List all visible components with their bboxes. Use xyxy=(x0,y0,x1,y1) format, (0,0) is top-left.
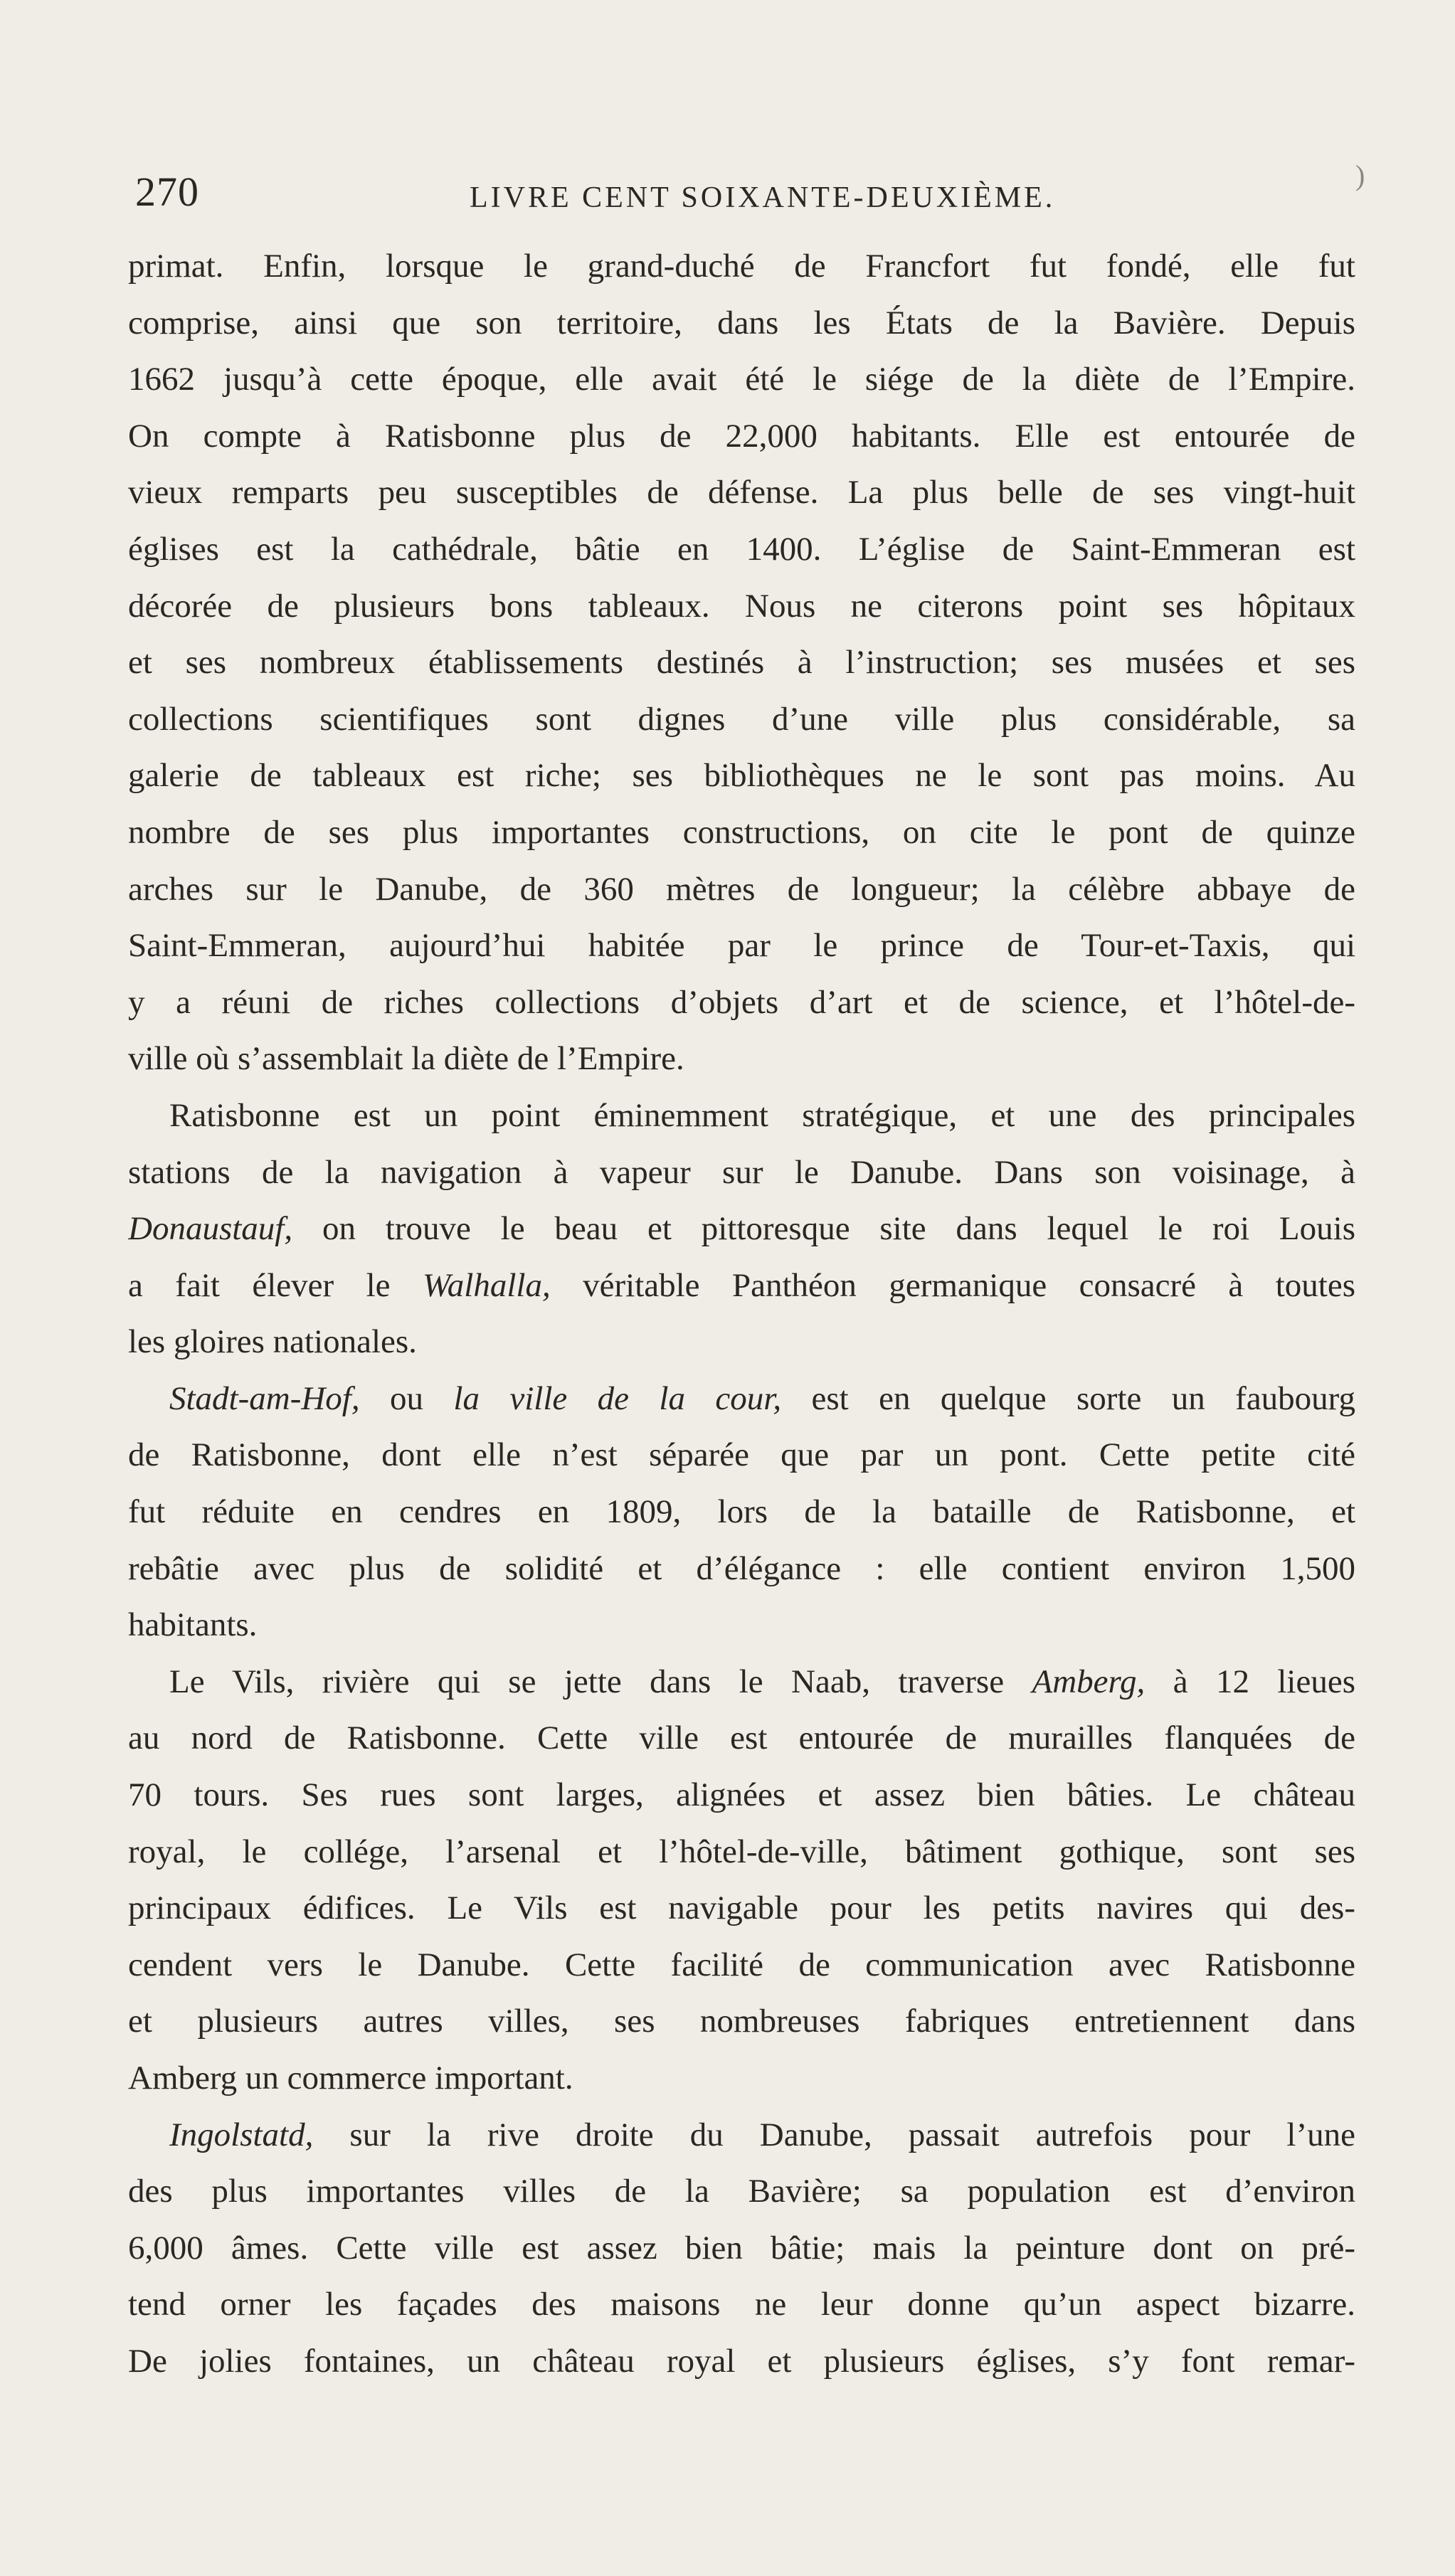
text-line: habitants. xyxy=(128,1606,258,1644)
text-line: arches sur le Danube, de 360 mètres de longueur; la célèbre abbaye de xyxy=(128,870,1355,908)
text-line: stations de la navigation à vapeur sur le Danube. Dans son voisinage, à xyxy=(128,1153,1355,1191)
text-line: rebâtie avec plus de solidité et d’élégance : elle contient environ 1,500 xyxy=(128,1549,1355,1587)
text-line: les gloires nationales. xyxy=(128,1323,417,1361)
text-line: au nord de Ratisbonne. Cette ville est entourée de murailles flanquées de xyxy=(128,1719,1355,1757)
text-line: Ratisbonne est un point éminemment stratégique, et une des principales xyxy=(169,1096,1355,1134)
text-line: ville où s’assemblait la diète de l’Empire. xyxy=(128,1040,684,1078)
text-line: royal, le collége, l’arsenal et l’hôtel-de-ville, bâtiment gothique, sont ses xyxy=(128,1833,1355,1870)
text-line: tend orner les façades des maisons ne leur donne qu’un aspect bizarre. xyxy=(128,2286,1355,2323)
page-header xyxy=(128,164,1370,221)
text-line: Le Vils, rivière qui se jette dans le Naab, traverse Amberg, à 12 lieues xyxy=(169,1663,1355,1700)
text-line: et plusieurs autres villes, ses nombreuses fabriques entretiennent dans xyxy=(128,2003,1355,2040)
text-line: 6,000 âmes. Cette ville est assez bien bâtie; mais la peinture dont on pré- xyxy=(128,2229,1355,2267)
text-line: primat. Enfin, lorsque le grand-duché de Francfort fut fondé, elle fut xyxy=(128,248,1355,285)
text-line: Amberg un commerce important. xyxy=(128,2060,573,2097)
text-line: collections scientifiques sont dignes d’une ville plus considérable, sa xyxy=(128,700,1355,738)
text-line: et ses nombreux établissements destinés à l’instruction; ses musées et ses xyxy=(128,644,1355,682)
body-text xyxy=(128,238,1355,2390)
text-line: vieux remparts peu susceptibles de défense. La plus belle de ses vingt-huit xyxy=(128,474,1355,512)
text-line: 70 tours. Ses rues sont larges, alignées et assez bien bâties. Le château xyxy=(128,1776,1355,1814)
text-line: principaux édifices. Le Vils est navigable pour les petits navires qui des- xyxy=(128,1889,1355,1927)
text-line: Ingolstatd, sur la rive droite du Danube, passait autrefois pour l’une xyxy=(169,2116,1355,2153)
text-line: a fait élever le Walhalla, véritable Panthéon germanique consacré à toutes xyxy=(128,1266,1355,1304)
text-line: fut réduite en cendres en 1809, lors de la bataille de Ratisbonne, et xyxy=(128,1493,1355,1531)
text-line: Saint-Emmeran, aujourd’hui habitée par le prince de Tour-et-Taxis, qui xyxy=(128,927,1355,965)
text-line: 1662 jusqu’à cette époque, elle avait été le siége de la diète de l’Empire. xyxy=(128,361,1355,398)
text-line: On compte à Ratisbonne plus de 22,000 habitants. Elle est entourée de xyxy=(128,417,1355,455)
text-line: nombre de ses plus importantes constructions, on cite le pont de quinze xyxy=(128,813,1355,851)
text-line: Stadt-am-Hof, ou la ville de la cour, est en quelque sorte un faubourg xyxy=(169,1379,1355,1417)
text-line: comprise, ainsi que son territoire, dans les États de la Bavière. Depuis xyxy=(128,304,1355,341)
text-line: de Ratisbonne, dont elle n’est séparée que par un pont. Cette petite cité xyxy=(128,1436,1355,1474)
text-line: décorée de plusieurs bons tableaux. Nous ne citerons point ses hôpitaux xyxy=(128,587,1355,625)
text-line: églises est la cathédrale, bâtie en 1400. L’église de Saint-Emmeran est xyxy=(128,530,1355,568)
text-line: galerie de tableaux est riche; ses bibliothèques ne le sont pas moins. Au xyxy=(128,757,1355,795)
text-line: Donaustauf, on trouve le beau et pittoresque site dans lequel le roi Louis xyxy=(128,1210,1355,1248)
text-line: De jolies fontaines, un château royal et plusieurs églises, s’y font remar- xyxy=(128,2342,1355,2380)
margin-mark: ) xyxy=(1355,159,1365,191)
text-line: des plus importantes villes de la Bavière; sa population est d’environ xyxy=(128,2173,1355,2210)
text-line: y a réuni de riches collections d’objets d’art et de science, et l’hôtel-de- xyxy=(128,983,1355,1021)
page-number: 270 xyxy=(135,169,199,215)
text-line: cendent vers le Danube. Cette facilité de communication avec Ratisbonne xyxy=(128,1946,1355,1983)
running-title: LIVRE CENT SOIXANTE-DEUXIÈME. xyxy=(470,181,1056,214)
